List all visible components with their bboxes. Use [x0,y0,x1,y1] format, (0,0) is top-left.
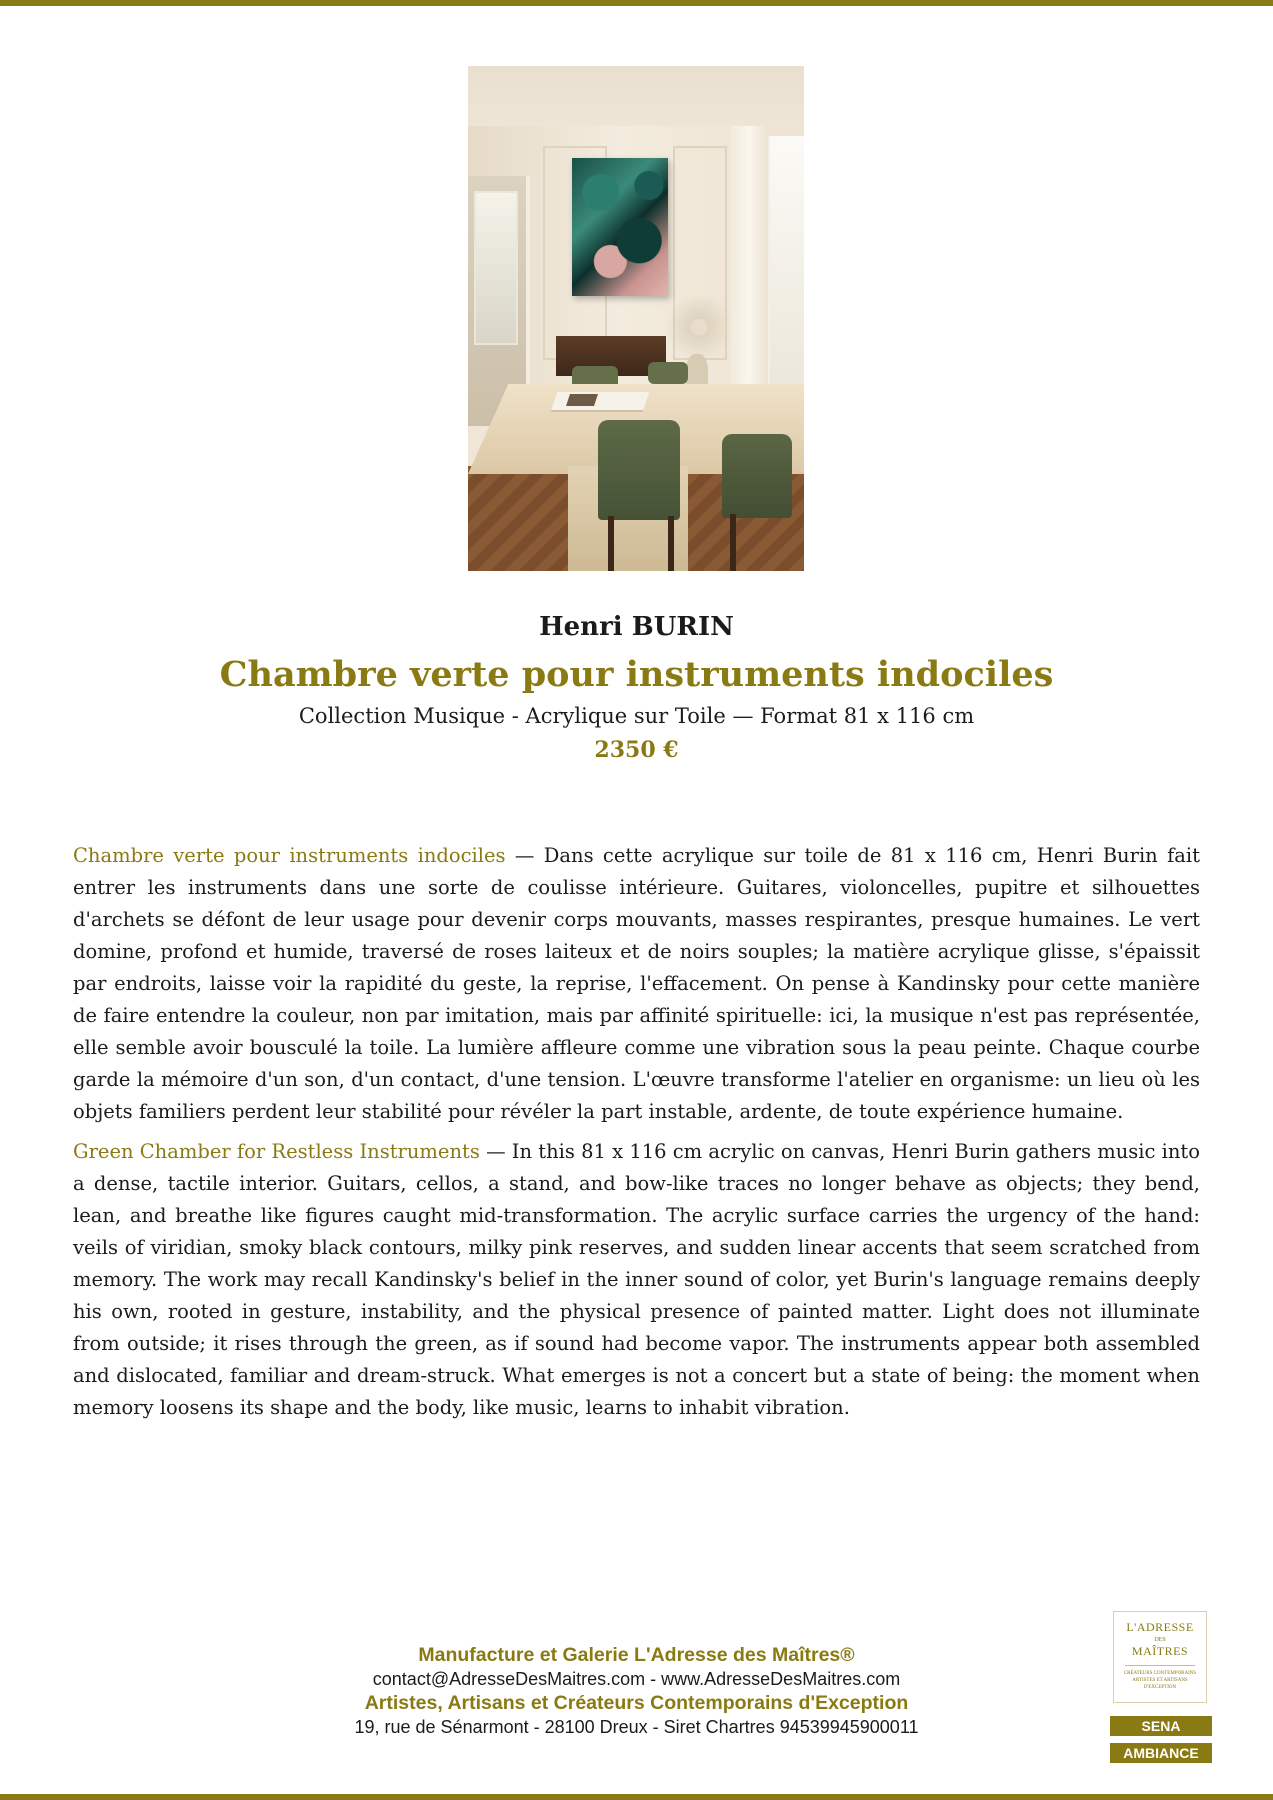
logo-tagline: CRÉATEURS CONTEMPORAINS ARTISTES ET ARTISANS D'EXCEPTION [1123,1671,1197,1690]
top-accent-bar [0,0,1273,6]
description-english-lead: Green Chamber for Restless Instruments [73,1140,480,1163]
description-english-text: — In this 81 x 116 cm acrylic on canvas, Henri Burin gathers music into a dense, tactile interior. Guitars, cellos, a stand, and bow-like traces no longer behave as objects; they bend, lean, and breathe like figures caught mid-transformation. The acrylic surface carries the urgency of the hand: veils of viridian, smoky black contours, milky pink reserves, and sudden linear accents that seem scratched from memory. The work may recall Kandinsky's belief in the inner sound of color, yet Burin's language remains deeply his own, rooted in gesture, instability, and the physical presence of painted matter. Light does not illuminate from outside; it rises through the green, as if sound had become vapor. The instruments appear both assembled and dislocated, familiar and dream-struck. What emerges is not a concert but a state of being: the moment when memory loosens its shape and the body, like music, learns to inhabit vibration. [73,1140,1200,1419]
description [73,840,1200,1432]
footer-address: 19, rue de Sénarmont - 28100 Dreux - Siret Chartres 94539945900011 [354,1717,919,1737]
logo-line-1: L'ADRESSE [1126,1620,1194,1634]
sena-badge: SENA [1110,1716,1212,1736]
footer-gallery-name: Manufacture et Galerie L'Adresse des Maîtres® [418,1644,855,1666]
logo-divider [1125,1665,1195,1666]
description-english [73,1136,1200,1424]
artist-name: Henri BURIN [539,612,734,642]
footer [0,1643,1273,1739]
artwork-room-photo [468,66,804,571]
footer-tagline: Artistes, Artisans et Créateurs Contemporains d'Exception [364,1692,909,1714]
footer-contact: contact@AdresseDesMaitres.com - www.AdresseDesMaitres.com [372,1669,901,1689]
bottom-accent-bar [0,1794,1273,1800]
artwork-details: Collection Musique - Acrylique sur Toile — Format 81 x 116 cm [298,704,975,728]
description-french-text: — Dans cette acrylique sur toile de 81 x 116 cm, Henri Burin fait entrer les instruments dans une sorte de coulisse intérieure. Guitares, violoncelles, pupitre et silhouettes d'archets se défont de leur usage pour devenir corps mouvants, masses respirantes, presque humaines. Le vert domine, profond et humide, traversé de roses laiteux et de noirs souples; la matière acrylique glisse, s'épaissit par endroits, laisse voir la rapidité du geste, la reprise, l'effacement. On pense à Kandinsky pour cette manière de faire entendre la couleur, non par imitation, mais par affinité spirituelle: ici, la musique n'est pas représentée, elle semble avoir bousculé la toile. La lumière affleure comme une vibration sous la peau peinte. Chaque courbe garde la mémoire d'un son, d'un contact, d'une tension. L'œuvre transforme l'atelier en organisme: un lieu où les objets familiers perdent leur stabilité pour révéler la part instable, ardente, de toute expérience humaine. [73,844,1200,1123]
gallery-logo [1113,1611,1207,1703]
painting-on-wall [572,158,668,296]
logo-line-3: MAÎTRES [1131,1644,1189,1658]
logo-line-2: DES [1154,1637,1166,1643]
ambiance-badge: AMBIANCE [1110,1743,1212,1763]
description-french-lead: Chambre verte pour instruments indociles [73,844,506,867]
artwork-price: 2350 € [594,737,679,763]
artwork-title: Chambre verte pour instruments indociles [219,654,1054,695]
description-french [73,840,1200,1128]
